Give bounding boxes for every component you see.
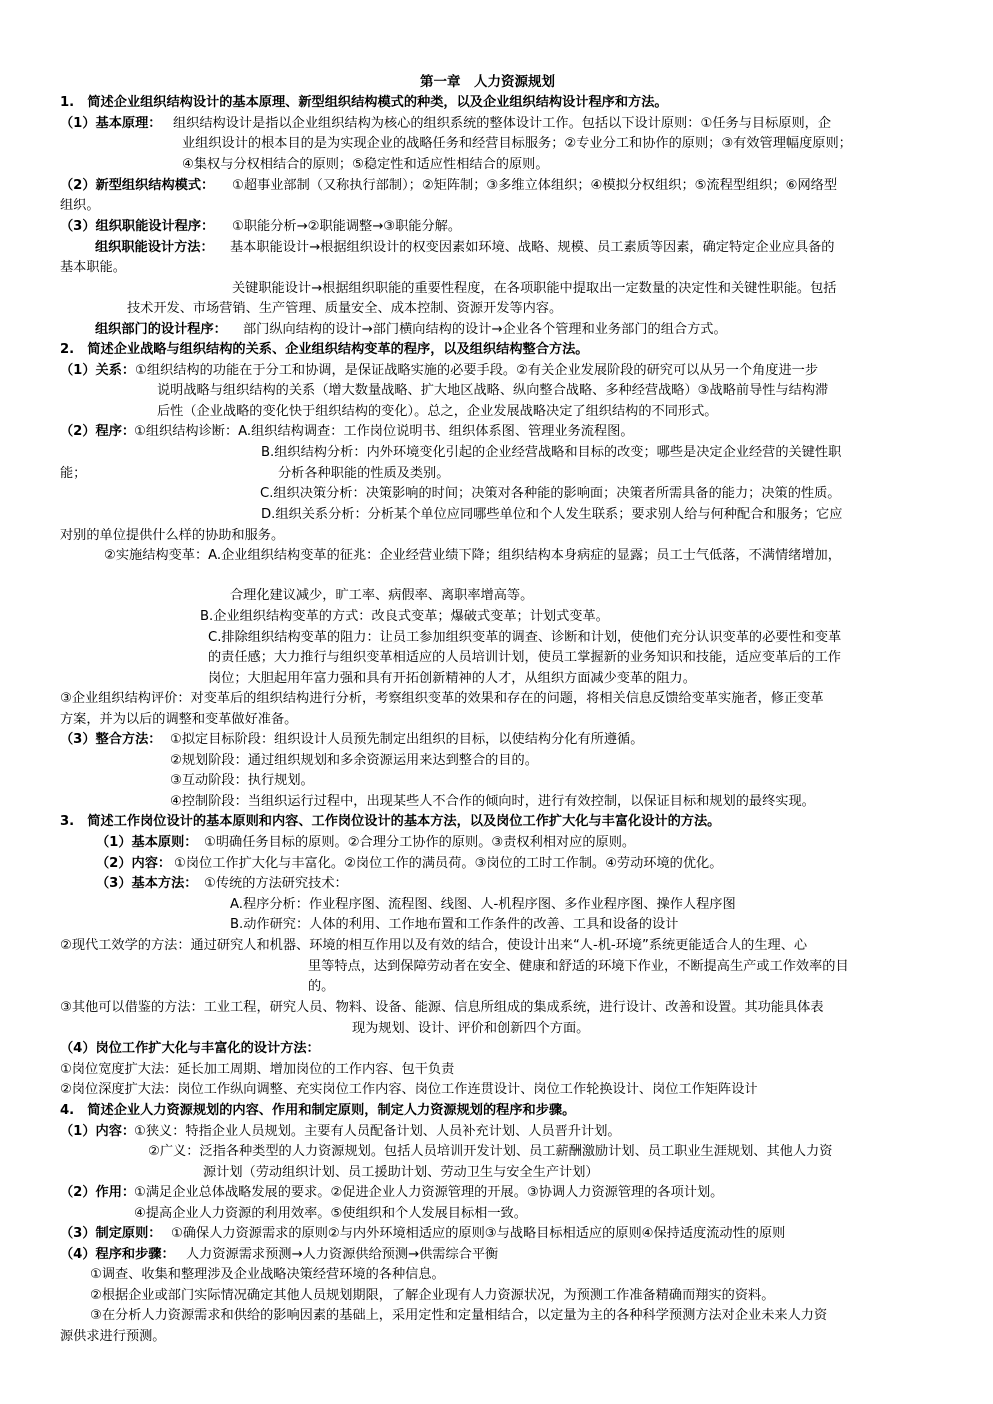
- text-line: A.程序分析：作业程序图、流程图、线图、人-机程序图、多作业程序图、操作人程序图: [230, 897, 736, 912]
- text-line: ②规划阶段：通过组织规划和多余资源运用来达到整合的目的。: [170, 753, 538, 768]
- text-line: 岗位；大胆起用年富力强和具有开拓创新精神的人才，从组织方面减少变革的阻力。: [208, 671, 696, 686]
- text-line: ①传统的方法研究技术：: [204, 876, 348, 891]
- text-line: 方案，并为以后的调整和变革做好准备。: [60, 712, 298, 727]
- text-line: ②岗位深度扩大法：岗位工作纵向调整、充实岗位工作内容、岗位工作连贯设计、岗位工作轮换设计、岗位工作矩阵设计: [60, 1082, 758, 1097]
- text-line: 对别的单位提供什么样的协助和服务。: [60, 528, 285, 543]
- text-line: ④提高企业人力资源的利用效率。⑤使组织和个人发展目标相一致。: [134, 1206, 527, 1221]
- text-line: ④控制阶段：当组织运行过程中，出现某些人不合作的倾向时，进行有效控制，以保证目标和规划的最终实现。: [170, 794, 815, 809]
- text-line: ②实施结构变革：A.企业组织结构变革的征兆：企业经营业绩下降；组织结构本身病症的显露；员工士气低落，不满情绪增加，: [104, 548, 841, 563]
- item-label: （2）程序：: [60, 424, 136, 439]
- item-label: （3）基本方法：: [96, 876, 198, 891]
- text-line: ②广义：泛指各种类型的人力资源规划。包括人员培训开发计划、员工薪酬激励计划、员工职业生涯规划、其他人力资: [148, 1144, 833, 1159]
- item-label: （3）组织职能设计程序：: [60, 219, 215, 234]
- text-line: B.组织结构分析：内外环境变化引起的企业经营战略和目标的改变；哪些是决定企业经营的关键性职: [261, 445, 842, 460]
- text-line: ①明确任务目标的原则。②合理分工协作的原则。③责权利相对应的原则。: [204, 835, 636, 850]
- section-4-heading: 4. 简述企业人力资源规划的内容、作用和制定原则，制定人力资源规划的程序和步骤。: [60, 1103, 576, 1118]
- text-line: ①岗位宽度扩大法：延长加工周期、增加岗位的工作内容、包干负责: [60, 1062, 455, 1077]
- text-line: D.组织关系分析：分析某个单位应同哪些单位和个人发生联系；要求别人给与何种配合和服务；它应: [261, 507, 843, 522]
- item-label: （1）基本原理：: [60, 116, 162, 131]
- text-line: ①组织结构诊断：A.组织结构调查：工作岗位说明书、组织体系图、管理业务流程图。: [134, 424, 634, 439]
- text-line: ①狭义：特指企业人员规划。主要有人员配备计划、人员补充计划、人员晋升计划。: [134, 1124, 621, 1139]
- text-line: ①岗位工作扩大化与丰富化。②岗位工作的满员荷。③岗位的工时工作制。④劳动环境的优化。: [174, 856, 723, 871]
- text-line: ①职能分析→②职能调整→③职能分解。: [232, 219, 462, 234]
- text-line: 里等特点，达到保障劳动者在安全、健康和舒适的环境下作业，不断提高生产或工作效率的目: [308, 959, 849, 974]
- item-label: （2）作用：: [60, 1185, 136, 1200]
- text-line: ①调查、收集和整理涉及企业战略决策经营环境的各种信息。: [90, 1267, 445, 1282]
- chapter-title: 第一章 人力资源规划: [420, 74, 555, 90]
- text-line: 说明战略与组织结构的关系（增大数量战略、扩大地区战略、纵向整合战略、多种经营战略）③战略前导性与结构滞: [157, 383, 829, 398]
- text-line: 基本职能设计→根据组织设计的权变因素如环境、战略、规模、员工素质等因素，确定特定企业应具备的: [230, 240, 835, 255]
- text-line: B.动作研究：人体的利用、工作地布置和工作条件的改善、工具和设备的设计: [230, 917, 679, 932]
- text-line: ②现代工效学的方法：通过研究人和机器、环境的相互作用以及有效的结合，使设计出来“人-机-环境”系统更能适合人的生理、心: [60, 938, 808, 953]
- text-line: 源计划（劳动组织计划、员工援助计划、劳动卫生与安全生产计划）: [203, 1165, 599, 1180]
- text-line: 技术开发、市场营销、生产管理、质量安全、成本控制、资源开发等内容。: [127, 301, 563, 316]
- item-label: （1）关系：: [60, 363, 136, 378]
- text-line: 现为规划、设计、评价和创新四个方面。: [352, 1021, 590, 1036]
- text-line: C.排除组织结构变革的阻力：让员工参加组织变革的调查、诊断和计划，使他们充分认识变革的必要性和变革: [208, 630, 842, 645]
- item-label: （1）内容：: [60, 1124, 136, 1139]
- item-label: （2）内容：: [96, 856, 172, 871]
- text-line: 关键职能设计→根据组织职能的重要性程度，在各项职能中提取出一定数量的决定性和关键性职能。包括: [232, 281, 837, 296]
- item-label: （4）程序和步骤：: [60, 1247, 175, 1262]
- text-line: 源供求进行预测。: [60, 1329, 166, 1344]
- text-line: ④集权与分权相结合的原则；⑤稳定性和适应性相结合的原则。: [182, 157, 549, 172]
- text-line: ③互动阶段：执行规划。: [170, 773, 314, 788]
- text-line: ②根据企业或部门实际情况确定其他人员规划期限，了解企业现有人力资源状况，为预测工作准备精确而翔实的资料。: [90, 1288, 775, 1303]
- text-line: 分析各种职能的性质及类别。: [278, 466, 450, 481]
- text-line: ①拟定目标阶段：组织设计人员预先制定出组织的目标，以使结构分化有所遵循。: [170, 732, 644, 747]
- text-line: 业组织设计的根本目的是为实现企业的战略任务和经营目标服务；②专业分工和协作的原则；③有效管理幅度原则；: [182, 136, 852, 151]
- text-line: ①超事业部制（又称执行部制）；②矩阵制；③多维立体组织；④模拟分权组织；⑤流程型组织；⑥网络型: [232, 178, 838, 193]
- text-line: B.企业组织结构变革的方式：改良式变革；爆破式变革；计划式变革。: [200, 609, 609, 624]
- item-label: 组织部门的设计程序：: [95, 322, 227, 337]
- text-line: 的责任感；大力推行与组织变革相适应的人员培训计划，使员工掌握新的业务知识和技能，适应变革后的工作: [208, 650, 841, 665]
- text-line: 后性（企业战略的变化快于组织结构的变化）。总之，企业发展战略决定了组织结构的不同形式。: [157, 404, 718, 419]
- text-line: 人力资源需求预测→人力资源供给预测→供需综合平衡: [186, 1247, 499, 1262]
- text-line: ①组织结构的功能在于分工和协调，是保证战略实施的必要手段。②有关企业发展阶段的研究可以从另一个角度进一步: [135, 363, 819, 378]
- text-line: 能；: [60, 466, 87, 481]
- item-label: （3）整合方法：: [60, 732, 162, 747]
- item-label: （3）制定原则：: [60, 1226, 162, 1241]
- text-line: 的。: [308, 979, 335, 994]
- section-3-heading: 3. 简述工作岗位设计的基本原则和内容、工作岗位设计的基本方法，以及岗位工作扩大化与丰富化设计的方法。: [60, 814, 721, 829]
- item-label: （1）基本原则：: [96, 835, 198, 850]
- item-label: （2）新型组织结构模式：: [60, 178, 215, 193]
- text-line: ③在分析人力资源需求和供给的影响因素的基础上，采用定性和定量相结合，以定量为主的各种科学预测方法对企业未来人力资: [90, 1308, 828, 1323]
- section-2-heading: 2. 简述企业战略与组织结构的关系、企业组织结构变革的程序，以及组织结构整合方法。: [60, 342, 589, 357]
- text-line: 部门纵向结构的设计→部门横向结构的设计→企业各个管理和业务部门的组合方式。: [243, 322, 727, 337]
- section-1-heading: 1. 简述企业组织结构设计的基本原理、新型组织结构模式的种类，以及企业组织结构设计程序和方法。: [60, 95, 668, 110]
- item-label: 组织职能设计方法：: [95, 240, 214, 255]
- item-label: （4）岗位工作扩大化与丰富化的设计方法：: [60, 1041, 320, 1056]
- text-line: ①确保人力资源需求的原则②与内外环境相适应的原则③与战略目标相适应的原则④保持适度流动性的原则: [171, 1226, 786, 1241]
- text-line: ①满足企业总体战略发展的要求。②促进企业人力资源管理的开展。③协调人力资源管理的各项计划。: [134, 1185, 724, 1200]
- text-line: 组织结构设计是指以企业组织结构为核心的组织系统的整体设计工作。包括以下设计原则：①任务与目标原则，企: [173, 116, 832, 131]
- text-line: 组织。: [60, 198, 100, 213]
- text-line: 合理化建议减少，旷工率、病假率、离职率增高等。: [230, 588, 534, 603]
- text-line: ③其他可以借鉴的方法：工业工程，研究人员、物料、设备、能源、信息所组成的集成系统，进行设计、改善和设置。其功能具体表: [60, 1000, 824, 1015]
- text-line: C.组织决策分析：决策影响的时间；决策对各种能的影响面；决策者所需具备的能力；决策的性质。: [260, 486, 841, 501]
- text-line: 基本职能。: [60, 260, 126, 275]
- text-line: ③企业组织结构评价：对变革后的组织结构进行分析，考察组织变革的效果和存在的问题，将相关信息反馈给变革实施者，修正变革: [60, 691, 824, 706]
